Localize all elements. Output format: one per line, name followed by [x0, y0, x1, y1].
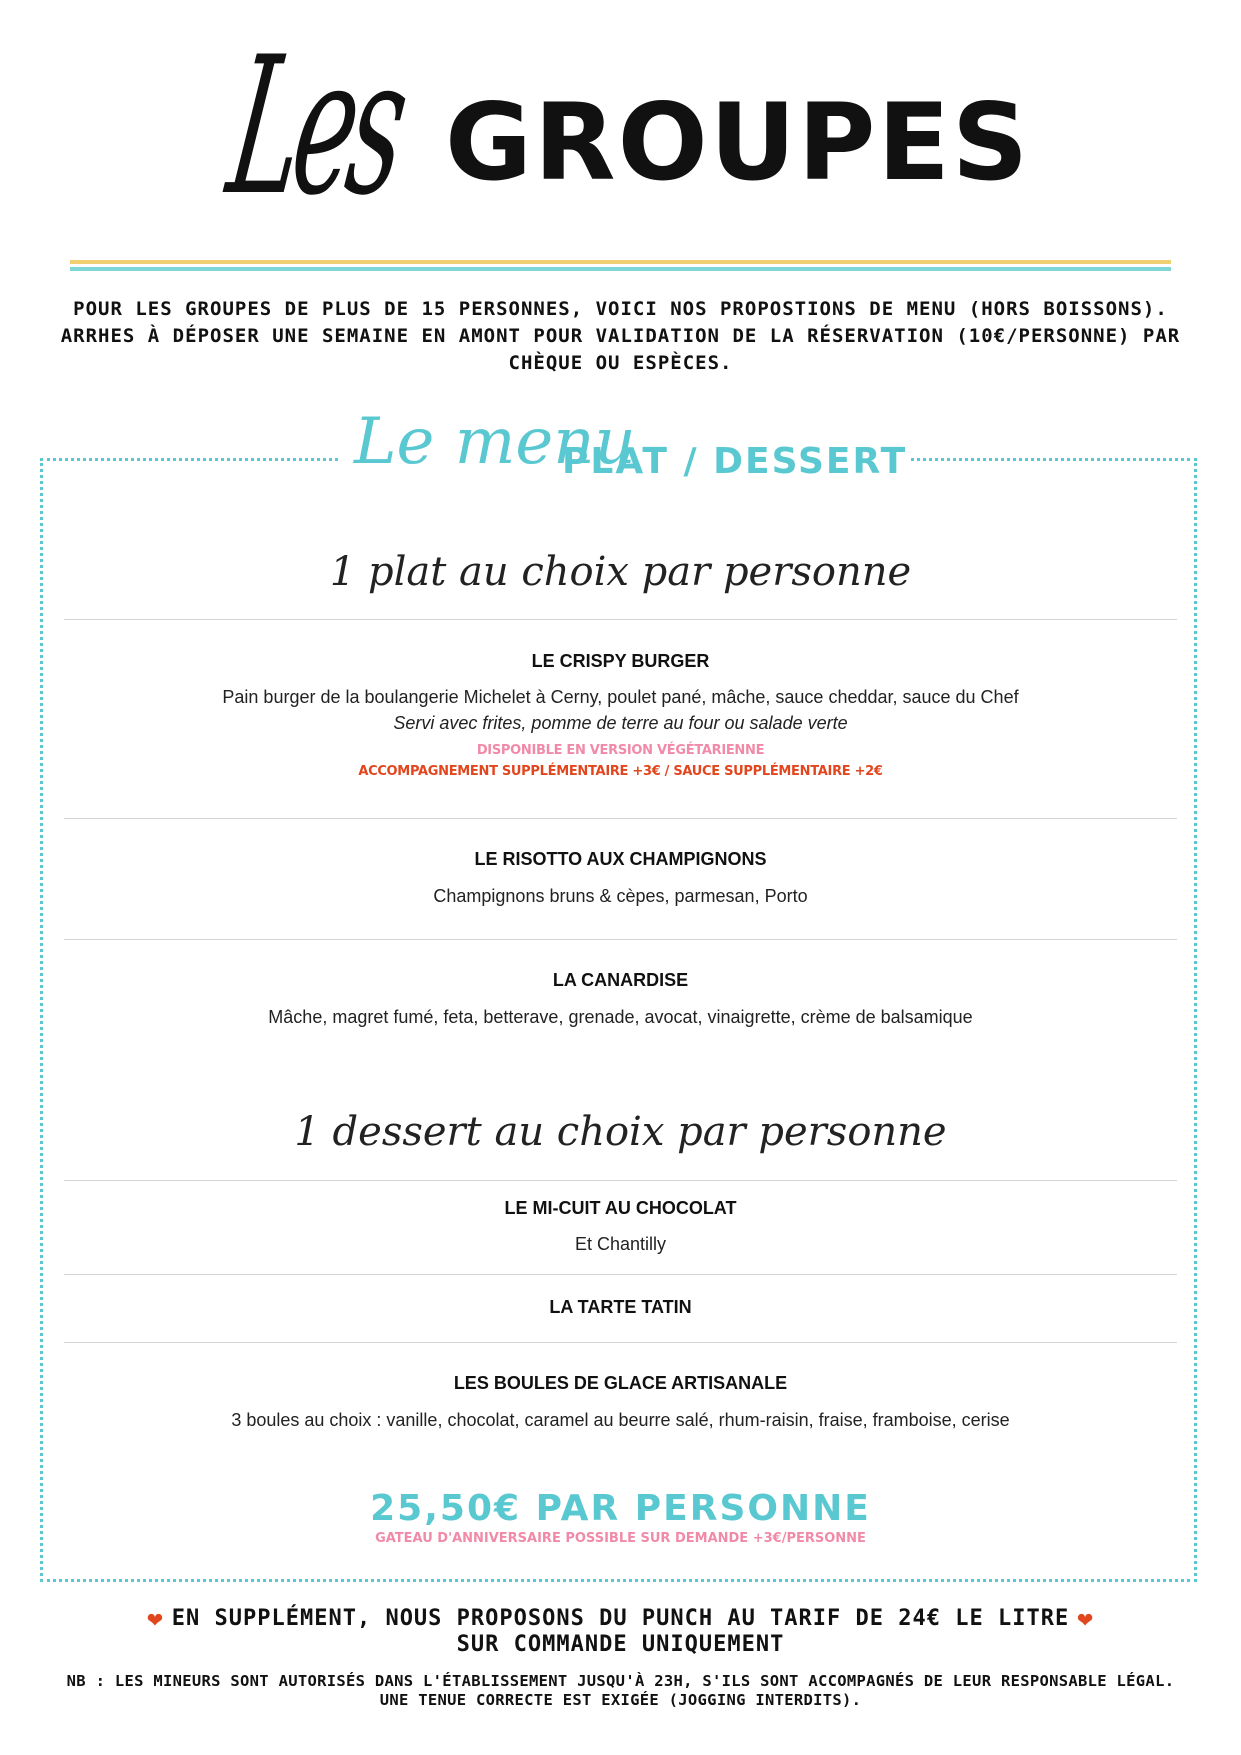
divider-teal: [70, 267, 1171, 271]
intro-line: POUR LES GROUPES DE PLUS DE 15 PERSONNES, VOICI NOS PROPOSTIONS DE MENU (HORS BOISSONS).: [73, 298, 1168, 320]
desserts-heading: 1 dessert au choix par personne: [294, 1109, 947, 1155]
intro-line: ARRHES À DÉPOSER UNE SEMAINE EN AMONT POUR VALIDATION DE LA RÉSERVATION (10€/PERSONNE) PAR: [60, 325, 1181, 347]
dish-name: LE RISOTTO AUX CHAMPIGNONS: [474, 849, 767, 869]
divider: [64, 1274, 1177, 1275]
intro-line: CHÈQUE OU ESPÈCES.: [508, 352, 733, 374]
heart-icon: ❤: [1077, 1604, 1094, 1634]
intro-text: [60, 296, 1181, 377]
divider: [64, 619, 1177, 620]
punch-line: SUR COMMANDE UNIQUEMENT: [456, 1632, 785, 1657]
divider: [64, 939, 1177, 940]
heart-icon: ❤: [147, 1604, 164, 1634]
punch-offer: [0, 1606, 1241, 1658]
menu-heading: PLAT / DESSERT: [562, 441, 908, 482]
supplement-note: ACCOMPAGNEMENT SUPPLÉMENTAIRE +3€ / SAUCE SUPPLÉMENTAIRE +2€: [358, 764, 883, 779]
dish-name: LE CRISPY BURGER: [531, 651, 710, 671]
divider: [64, 818, 1177, 819]
menu-heading-script: Le menu: [354, 405, 636, 479]
dish-description: Mâche, magret fumé, feta, betterave, grenade, avocat, vinaigrette, crème de balsamique: [268, 1007, 973, 1027]
dish-description: Pain burger de la boulangerie Michelet à Cerny, poulet pané, mâche, sauce cheddar, sauce du Chef: [222, 687, 1019, 707]
vegetarian-badge: DISPONIBLE EN VERSION VÉGÉTARIENNE: [476, 743, 765, 758]
divider: [64, 1342, 1177, 1343]
nb-line: UNE TENUE CORRECTE EST EXIGÉE (JOGGING INTERDITS).: [379, 1691, 862, 1709]
dish-name: LA CANARDISE: [552, 970, 689, 990]
title-script: Les: [217, 16, 414, 237]
divider: [64, 1180, 1177, 1181]
nb-note: [0, 1672, 1241, 1710]
plats-heading: 1 plat au choix par personne: [329, 549, 912, 595]
dish-description: 3 boules au choix : vanille, chocolat, caramel au beurre salé, rhum-raisin, fraise, framboise, cerise: [231, 1410, 1010, 1430]
punch-text: EN SUPPLÉMENT, NOUS PROPOSONS DU PUNCH AU TARIF DE 24€ LE LITRE: [171, 1606, 1070, 1631]
price-note: GATEAU D'ANNIVERSAIRE POSSIBLE SUR DEMANDE +3€/PERSONNE: [375, 1531, 866, 1546]
dish-description: Et Chantilly: [574, 1234, 667, 1254]
dish-description-italic: Servi avec frites, pomme de terre au four ou salade verte: [393, 713, 848, 733]
page-title: GROUPES: [445, 81, 1031, 204]
nb-line: NB : LES MINEURS SONT AUTORISÉS DANS L'ÉTABLISSEMENT JUSQU'À 23H, S'ILS SONT ACCOMPAGNÉS DE LEUR RESPONSABLE LÉGAL.: [66, 1672, 1175, 1690]
price: 25,50€ PAR PERSONNE: [370, 1488, 871, 1529]
dish-name: LES BOULES DE GLACE ARTISANALE: [453, 1373, 788, 1393]
dish-name: LA TARTE TATIN: [549, 1297, 692, 1317]
dish-description: Champignons bruns & cèpes, parmesan, Porto: [433, 886, 808, 906]
dish-name: LE MI-CUIT AU CHOCOLAT: [504, 1198, 737, 1218]
punch-line: [0, 1606, 1241, 1632]
divider-yellow: [70, 260, 1171, 264]
